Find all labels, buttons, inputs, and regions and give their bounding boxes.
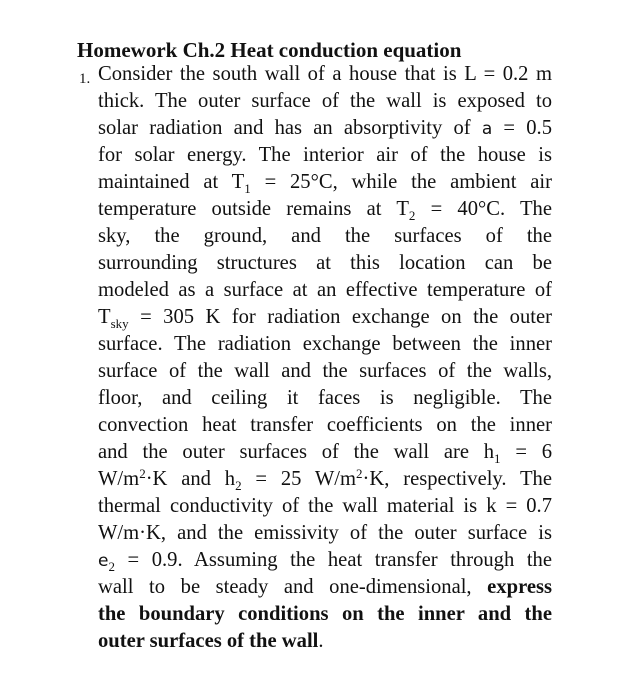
text-line bbox=[98, 628, 552, 655]
text-segment: 2 bbox=[139, 466, 146, 481]
text-segment: = 305 K for radiation exchange on the outer bbox=[128, 306, 552, 328]
text-segment: surface of the wall and the surfaces of the walls, bbox=[98, 360, 552, 382]
text-segment: modeled as a surface at an effective temperature of bbox=[98, 279, 552, 301]
text-segment: = 25°C, while the ambient air bbox=[250, 171, 552, 193]
text-line bbox=[98, 358, 552, 385]
text-segment: surface. The radiation exchange between the inner bbox=[98, 333, 552, 355]
text-segment: 2 bbox=[356, 466, 363, 481]
text-segment: ·K, respectively. The bbox=[362, 468, 552, 490]
text-segment: 2 bbox=[108, 559, 115, 574]
text-segment: 1 bbox=[494, 451, 501, 466]
text-segment: . bbox=[318, 630, 324, 652]
text-segment: e bbox=[98, 551, 109, 571]
text-segment: wall to be steady and one-dimensional, bbox=[98, 576, 488, 598]
text-segment: T bbox=[98, 306, 111, 328]
text-line bbox=[98, 547, 552, 574]
text-segment: maintained at T bbox=[98, 171, 245, 193]
text-segment: = 0.5 bbox=[492, 117, 552, 139]
text-segment: = 25 W/m bbox=[241, 468, 357, 490]
text-line bbox=[98, 196, 552, 223]
text-line bbox=[98, 466, 552, 493]
text-line bbox=[98, 574, 552, 601]
text-line bbox=[98, 250, 552, 277]
text-line bbox=[98, 142, 552, 169]
text-line bbox=[98, 277, 552, 304]
text-segment: sky bbox=[110, 316, 129, 331]
text-segment: = 40°C. The bbox=[415, 198, 552, 220]
text-line bbox=[98, 223, 552, 250]
text-line bbox=[98, 331, 552, 358]
text-segment: sky, the ground, and the surfaces of the bbox=[98, 225, 552, 247]
text-segment: floor, and ceiling it faces is negligible. The bbox=[98, 387, 552, 409]
text-segment: = 0.9. Assuming the heat transfer through the bbox=[114, 549, 552, 571]
text-segment: W/m bbox=[98, 468, 140, 490]
page-title: Homework Ch.2 Heat conduction equation bbox=[77, 38, 462, 62]
text-segment: a bbox=[481, 119, 493, 139]
text-line bbox=[98, 601, 552, 628]
text-segment: thick. The outer surface of the wall is exposed to bbox=[98, 90, 552, 112]
text-segment: 1 bbox=[244, 181, 251, 196]
text-line bbox=[98, 115, 552, 142]
text-segment: express bbox=[487, 576, 552, 598]
text-line bbox=[98, 493, 552, 520]
text-line bbox=[98, 520, 552, 547]
problem-number: 1. bbox=[79, 71, 91, 87]
text-segment: 2 bbox=[408, 208, 416, 223]
text-segment: and the outer surfaces of the wall are h bbox=[98, 441, 495, 463]
text-segment: 2 bbox=[235, 478, 242, 493]
text-line bbox=[98, 88, 552, 115]
text-segment: temperature outside remains at T bbox=[98, 198, 409, 220]
text-line bbox=[98, 61, 552, 88]
text-line bbox=[98, 439, 552, 466]
text-segment: thermal conductivity of the wall material is k = 0.7 bbox=[98, 495, 552, 517]
text-segment: = 6 bbox=[500, 441, 552, 463]
text-segment: for solar energy. The interior air of the house is bbox=[98, 144, 552, 166]
text-segment: surrounding structures at this location can be bbox=[98, 252, 552, 274]
text-segment: the boundary conditions on the inner and the bbox=[98, 603, 552, 625]
problem-text bbox=[98, 61, 552, 655]
text-line bbox=[98, 169, 552, 196]
text-segment: W/m·K, and the emissivity of the outer surface is bbox=[98, 522, 552, 544]
text-line bbox=[98, 412, 552, 439]
text-segment: Consider the south wall of a house that is L = 0.2 m bbox=[98, 63, 552, 85]
text-segment: ·K and h bbox=[145, 468, 236, 490]
text-segment: outer surfaces of the wall bbox=[98, 630, 319, 652]
text-segment: convection heat transfer coefficients on the inner bbox=[98, 414, 552, 436]
text-line bbox=[98, 304, 552, 331]
text-line bbox=[98, 385, 552, 412]
text-segment: solar radiation and has an absorptivity of bbox=[98, 117, 482, 139]
